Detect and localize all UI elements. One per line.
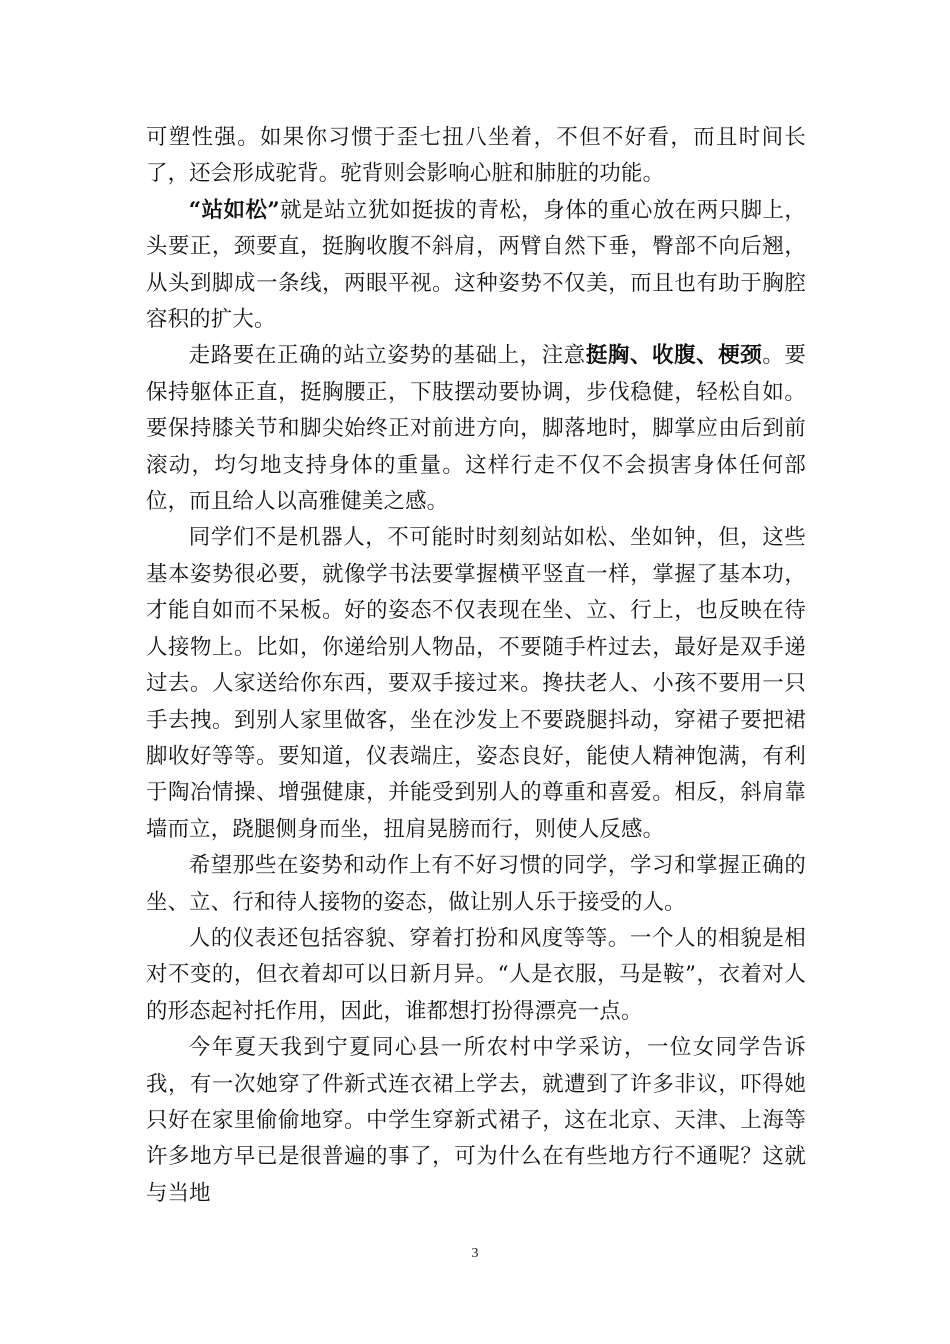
page-number: 3 [471, 1246, 479, 1261]
paragraph-1: 可塑性强。如果你习惯于歪七扭八坐着，不但不好看，而且时间长了，还会形成驼背。驼背则会影响心脏和肺脏的功能。 [146, 125, 806, 187]
paragraph-4: 同学们不是机器人，不可能时时刻刻站如松、坐如钟，但，这些基本姿势很必要，就像学书法要掌握横平竖直一样，掌握了基本功，才能自如而不呆板。好的姿态不仅表现在坐、立、行上，也反映在待人接物上。比如，你递给别人物品，不要随手杵过去，最好是双手递过去。人家送给你东西，要双手接过来。搀扶老人、小孩不要用一只手去拽。到别人家里做客，坐在沙发上不要跷腿抖动，穿裙子要把裙脚收好等等。要知道，仪表端庄，姿态良好，能使人精神饱满，有利于陶冶情操、增强健康，并能受到别人的尊重和喜爱。相反，斜肩靠墙而立，跷腿侧身而坐，扭肩晃膀而行，则使人反感。 [146, 525, 806, 842]
emphasis-stand-like-pine: “站如松” [188, 197, 280, 223]
paragraph-2 [146, 193, 806, 339]
paragraph-2-text: 就是站立犹如挺拔的青松，身体的重心放在两只脚上，头要正，颈要直，挺胸收腹不斜肩，两臂自然下垂，臀部不向后翘，从头到脚成一条线，两眼平视。这种姿势不仅美，而且也有助于胸腔容积的扩大。 [146, 197, 806, 333]
paragraph-3 [146, 338, 806, 520]
paragraph-7: 今年夏天我到宁夏同心县一所农村中学采访，一位女同学告诉我，有一次她穿了件新式连衣裙上学去，就遭到了许多非议，吓得她只好在家里偷偷地穿。中学生穿新式裙子，这在北京、天津、上海等许多地方早已是很普遍的事了，可为什么在有些地方行不通呢？这就与当地 [146, 1035, 806, 1206]
document-body [146, 120, 806, 1212]
emphasis-walking-keys: 挺胸、收腹、梗颈 [585, 343, 763, 369]
paragraph-3-text: 。要保持躯体正直，挺胸腰正，下肢摆动要协调，步伐稳健，轻松自如。要保持膝关节和脚尖始终正对前进方向，脚落地时，脚掌应由后到前滚动，均匀地支持身体的重量。这样行走不仅不会损害身体任何部位，而且给人以高雅健美之感。 [146, 343, 806, 515]
paragraph-6: 人的仪表还包括容貌、穿着打扮和风度等等。一个人的相貌是相对不变的，但衣着却可以日新月异。“人是衣服，马是鞍”，衣着对人的形态起衬托作用，因此，谁都想打扮得漂亮一点。 [146, 925, 806, 1024]
paragraph-5: 希望那些在姿势和动作上有不好习惯的同学，学习和掌握正确的坐、立、行和待人接物的姿态，做让别人乐于接受的人。 [146, 853, 806, 915]
paragraph-3-start: 走路要在正确的站立姿势的基础上，注意 [188, 343, 586, 369]
